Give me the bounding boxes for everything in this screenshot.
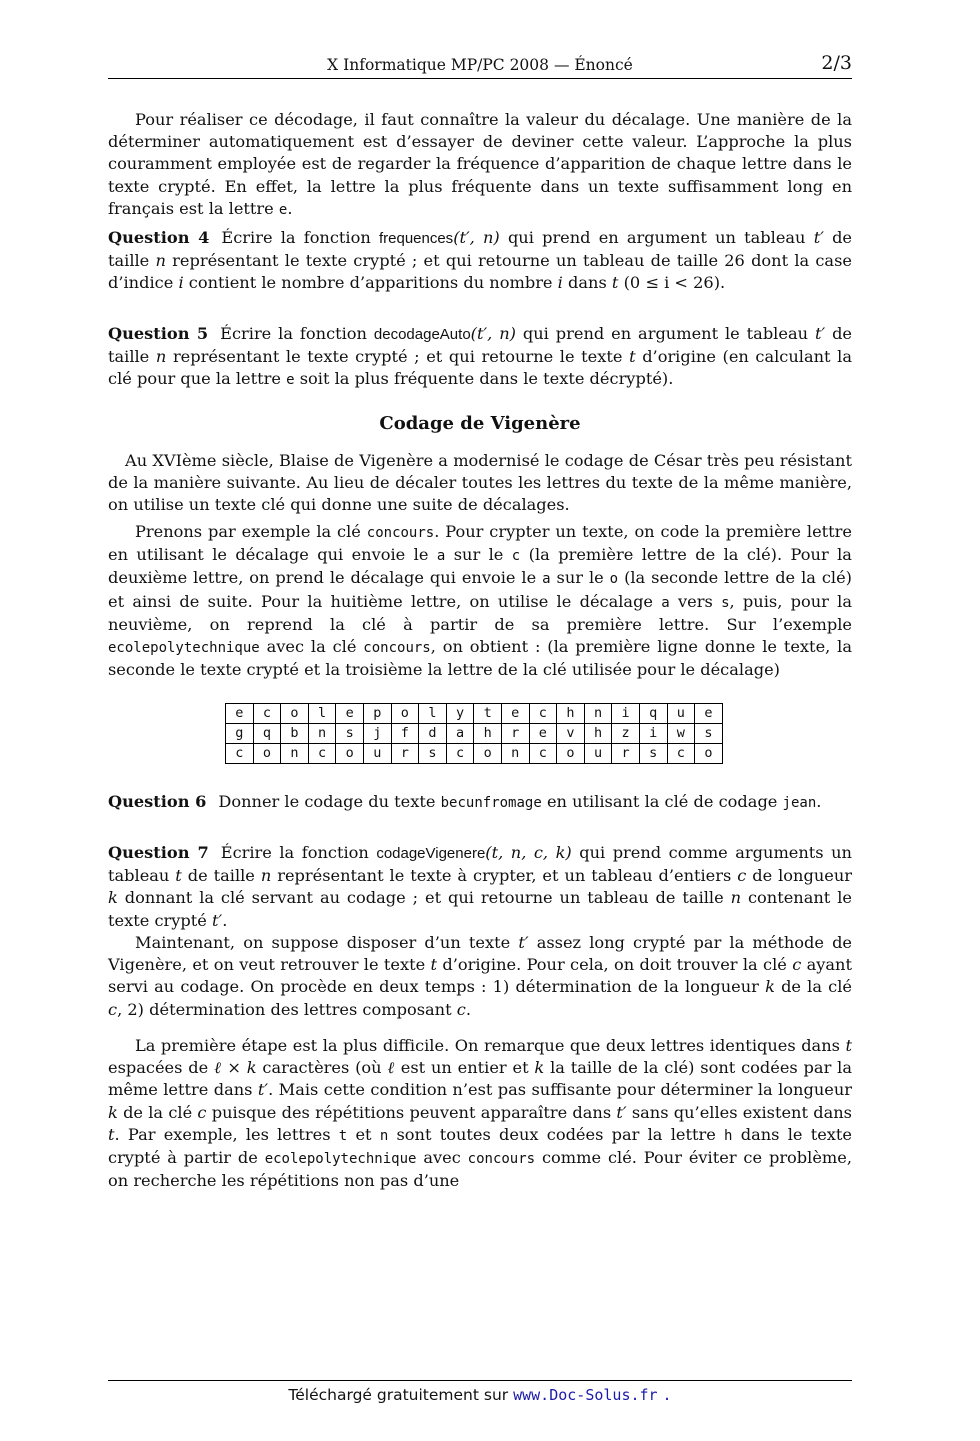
table-cell: q <box>639 704 667 724</box>
math-var: t <box>845 1036 852 1055</box>
table-cell: i <box>612 704 640 724</box>
p3-text: ayant servi au codage. On procède en deux temps : 1) détermination de la longueur <box>108 955 852 997</box>
code-word: concours <box>363 640 431 657</box>
vigenere-table <box>225 703 723 764</box>
code-letter: c <box>511 548 521 565</box>
q4-text: de taille <box>108 228 853 271</box>
table-cell: e <box>336 704 364 724</box>
math-var: c <box>197 1102 207 1122</box>
table-cell: c <box>308 744 336 764</box>
q7-text: donnant la clé servant au codage ; et qui retourne un tableau de taille <box>124 888 724 908</box>
code-word: becunfromage <box>440 795 542 811</box>
code-letter: e <box>286 372 295 389</box>
table-cell: c <box>253 704 281 724</box>
table-cell: c <box>226 744 254 764</box>
code-letter: n <box>379 1127 389 1144</box>
table-cell: s <box>639 744 667 764</box>
vig-text: . Pour crypter un texte, on code la première lettre en utilisant le décalage qui envoie le <box>108 522 852 565</box>
math-var: n <box>155 251 166 271</box>
question-6-label: Question 6 <box>108 792 207 811</box>
p4-text: et <box>355 1124 372 1144</box>
table-cell: w <box>667 724 695 744</box>
table-row <box>226 744 723 764</box>
math-var: t <box>430 955 438 975</box>
footer-link[interactable]: www.Doc-Solus.fr <box>513 1386 658 1404</box>
code-word: jean <box>782 795 817 811</box>
table-cell: o <box>557 744 585 764</box>
table-cell: r <box>612 744 640 764</box>
p4-text: de la clé <box>123 1102 193 1122</box>
math-var: c <box>792 955 802 975</box>
p4-text: . Par exemple, les lettres <box>114 1124 331 1144</box>
q7-text: contenant le texte crypté <box>108 888 852 930</box>
table-cell: y <box>446 704 474 724</box>
math-var: t <box>175 866 182 886</box>
math-var: k <box>534 1058 545 1078</box>
math-var: n <box>155 347 167 367</box>
q4-text: contient le nombre d’apparitions du nombre <box>188 273 553 293</box>
vig-text: sur le <box>556 568 604 588</box>
math-var: t′ <box>813 228 824 247</box>
table-cell: q <box>253 724 281 744</box>
table-cell: r <box>501 724 529 744</box>
table-cell: n <box>281 744 309 764</box>
math-var: ℓ <box>387 1058 395 1078</box>
table-cell: c <box>529 744 557 764</box>
p4-text: caractères (où <box>262 1058 382 1078</box>
p4-text: sont toutes deux codées par la lettre <box>396 1124 716 1144</box>
table-cell: l <box>419 704 447 724</box>
table-cell: u <box>363 744 391 764</box>
p3-text: Maintenant, on suppose disposer d’un texte <box>135 933 511 952</box>
p4-text: La première étape est la plus difficile. On remarque que deux lettres identiques dans <box>135 1036 840 1055</box>
table-cell: u <box>584 744 612 764</box>
code-letter: t <box>338 1127 348 1144</box>
q4-text: Écrire la fonction <box>221 228 371 247</box>
p4-text: avec <box>423 1148 461 1168</box>
page-header <box>108 52 852 79</box>
vig-text: , puis, pour la neuvième, on reprend la clé à partir de sa première lettre. Sur l’exemple <box>108 591 852 634</box>
code-letter: a <box>661 594 670 611</box>
code-word: ecolepolytechnique <box>264 1151 417 1168</box>
question-6 <box>108 791 852 814</box>
header-title: X Informatique MP/PC 2008 — Énoncé <box>327 56 633 74</box>
q5-text: d’origine (en calculant la clé pour que la lettre <box>108 347 852 389</box>
table-cell: j <box>363 724 391 744</box>
vig-text: vers <box>678 591 713 611</box>
paragraph-key-search <box>108 932 852 1021</box>
table-cell: n <box>308 724 336 744</box>
q7-text: qui prend comme arguments un tableau <box>108 843 852 886</box>
table-cell: l <box>308 704 336 724</box>
p3-text: d’origine. Pour cela, on doit trouver la clé <box>442 955 787 975</box>
function-args: (t′, n) <box>470 324 516 343</box>
function-name: frequences <box>378 230 454 247</box>
intro-end: . <box>287 198 293 218</box>
p3-text: . <box>465 999 471 1019</box>
table-cell: z <box>612 724 640 744</box>
q5-text: soit la plus fréquente dans le texte décrypté). <box>299 369 674 389</box>
math-var: t <box>611 273 619 293</box>
table-cell: o <box>474 744 502 764</box>
table-cell: p <box>363 704 391 724</box>
table-cell: o <box>281 704 309 724</box>
math-var: t <box>629 347 636 367</box>
question-5-label: Question 5 <box>108 324 209 343</box>
table-cell: o <box>391 704 419 724</box>
code-letter: a <box>436 548 446 565</box>
p4-text: comme clé. Pour éviter ce problème, on recherche les répétitions non pas d’une <box>108 1148 852 1191</box>
p3-text: assez long crypté par la méthode de Vigenère, et on veut retrouver le texte <box>108 933 853 975</box>
math-var: t′ <box>212 910 223 930</box>
p3-text: , 2) détermination des lettres composant <box>117 999 452 1019</box>
q5-text: qui prend en argument le tableau <box>522 324 809 343</box>
p4-text: est un entier et <box>400 1058 529 1078</box>
function-name: decodageAuto <box>373 326 471 343</box>
vig-text: Prenons par exemple la clé <box>135 522 361 541</box>
footer-end: . <box>662 1386 672 1404</box>
math-var: ℓ × k <box>214 1058 257 1078</box>
q4-text: qui prend en argument un tableau <box>507 228 806 247</box>
function-args: (t′, n) <box>453 228 500 247</box>
math-var: t′ <box>814 324 826 343</box>
table-cell: c <box>529 704 557 724</box>
page-number: 2/3 <box>821 52 852 74</box>
math-var: c <box>737 866 747 886</box>
code-letter: a <box>542 571 551 588</box>
table-cell: o <box>253 744 281 764</box>
table-cell: e <box>695 704 723 724</box>
table-cell: h <box>557 704 585 724</box>
code-word: concours <box>467 1151 536 1168</box>
question-4 <box>108 227 852 295</box>
vig-text: avec la clé <box>266 637 357 657</box>
math-var: n <box>730 888 742 908</box>
vigenere-example <box>108 521 852 681</box>
q7-text: de taille <box>187 866 255 886</box>
function-name: codageVigenere <box>376 845 486 862</box>
table-cell: o <box>695 744 723 764</box>
math-var: c <box>108 999 118 1019</box>
intro-text: Pour réaliser ce décodage, il faut connaître la valeur du décalage. Une manière de la déterminer automatiquement est d’essayer de deviner cette valeur. L’approche la plus couramment employée est de regarder la fréquence d’apparition de chaque lettre dans le texte crypté. En effet, la lettre la plus fréquente dans un texte suffisamment long en français est la lettre <box>108 110 852 218</box>
vig-text: (la première lettre de la clé). Pour la deuxième lettre, on prend le décalage qui envoie le <box>108 545 852 588</box>
math-var: t′ <box>616 1102 627 1122</box>
intro-letter: e <box>278 201 288 218</box>
q5-text: représentant le texte crypté ; et qui retourne le texte <box>172 347 623 367</box>
math-var: t′ <box>257 1080 269 1100</box>
math-var: n <box>260 866 272 886</box>
q7-text: représentant le texte à crypter, et un tableau d’entiers <box>277 866 732 886</box>
q4-text: (0 ≤ i < 26). <box>623 273 726 293</box>
code-letter: s <box>721 594 730 611</box>
math-var: k <box>108 1102 118 1122</box>
q5-text: de taille <box>108 324 853 367</box>
question-5 <box>108 323 852 392</box>
p4-text: . Mais cette condition n’est pas suffisante pour déterminer la longueur <box>268 1080 852 1100</box>
q4-text: représentant le texte crypté ; et qui retourne un tableau de taille 26 dont la case d’indice <box>108 251 852 293</box>
table-cell: f <box>391 724 419 744</box>
table-row <box>226 704 723 724</box>
table-cell: s <box>695 724 723 744</box>
table-cell: b <box>281 724 309 744</box>
table-cell: n <box>584 704 612 724</box>
function-args: (t, n, c, k) <box>485 843 572 862</box>
vig-text: sur le <box>453 545 504 565</box>
math-var: i <box>557 273 563 293</box>
table-cell: c <box>446 744 474 764</box>
q5-text: Écrire la fonction <box>220 324 367 343</box>
q7-text: . <box>222 910 228 930</box>
q4-text: dans <box>568 273 607 293</box>
math-var: k <box>108 888 118 908</box>
table-cell: i <box>639 724 667 744</box>
table-row <box>226 724 723 744</box>
math-var: t′ <box>518 933 529 952</box>
table-cell: s <box>419 744 447 764</box>
table-cell: t <box>474 704 502 724</box>
question-7-label: Question 7 <box>108 843 209 862</box>
table-cell: e <box>226 704 254 724</box>
code-word: concours <box>366 525 435 541</box>
table-cell: h <box>474 724 502 744</box>
table-cell: c <box>667 744 695 764</box>
p4-text: sans qu’elles existent dans <box>631 1102 852 1122</box>
q6-text: en utilisant la clé de codage <box>546 792 778 811</box>
q6-text: . <box>816 792 822 811</box>
table-cell: e <box>529 724 557 744</box>
table-cell: o <box>336 744 364 764</box>
footer <box>108 1386 852 1404</box>
table-cell: a <box>446 724 474 744</box>
table-cell: v <box>557 724 585 744</box>
table-cell: n <box>501 744 529 764</box>
p4-text: la taille de la clé) sont codées par la même lettre dans <box>108 1058 852 1100</box>
vigenere-intro: Au XVIème siècle, Blaise de Vigenère a modernisé le codage de César très peu résistant de la manière suivante. Au lieu de décaler toutes les lettres du texte de la même manière, on utilise un texte clé qui donne une suite de décalages. <box>108 451 852 515</box>
intro-paragraph <box>108 109 852 221</box>
p4-text: puisque des répétitions peuvent apparaître dans <box>211 1102 612 1122</box>
p3-text: de la clé <box>781 977 853 997</box>
vig-text: , on obtient : (la première ligne donne le texte, la seconde le texte crypté et la troisième la lettre de la clé utilisée pour le décalage) <box>108 637 852 680</box>
code-word: ecolepolytechnique <box>108 640 260 657</box>
q7-text: Écrire la fonction <box>220 843 369 862</box>
table-cell: h <box>584 724 612 744</box>
footer-text: Téléchargé gratuitement sur <box>288 1386 509 1404</box>
math-var: k <box>765 977 775 997</box>
table-cell: u <box>667 704 695 724</box>
math-var: t <box>108 1124 115 1144</box>
p4-text: dans le texte crypté à partir de <box>108 1124 853 1168</box>
table-cell: r <box>391 744 419 764</box>
table-cell: d <box>419 724 447 744</box>
paragraph-repetitions <box>108 1035 852 1192</box>
math-var: i <box>178 273 184 293</box>
math-var: c <box>456 999 466 1019</box>
code-letter: o <box>609 571 619 588</box>
question-4-label: Question 4 <box>108 228 210 247</box>
code-letter: h <box>724 1127 733 1144</box>
vig-text: (la seconde lettre de la clé) et ainsi de suite. Pour la huitième lettre, on utilise le décalage <box>108 568 852 611</box>
p4-text: espacées de <box>108 1058 209 1078</box>
table-cell: g <box>226 724 254 744</box>
q6-text: Donner le codage du texte <box>218 792 436 811</box>
question-7 <box>108 842 852 932</box>
table-cell: s <box>336 724 364 744</box>
section-title: Codage de Vigenère <box>379 413 581 434</box>
footer-rule <box>108 1380 852 1381</box>
q7-text: de longueur <box>752 866 853 886</box>
table-cell: e <box>501 704 529 724</box>
